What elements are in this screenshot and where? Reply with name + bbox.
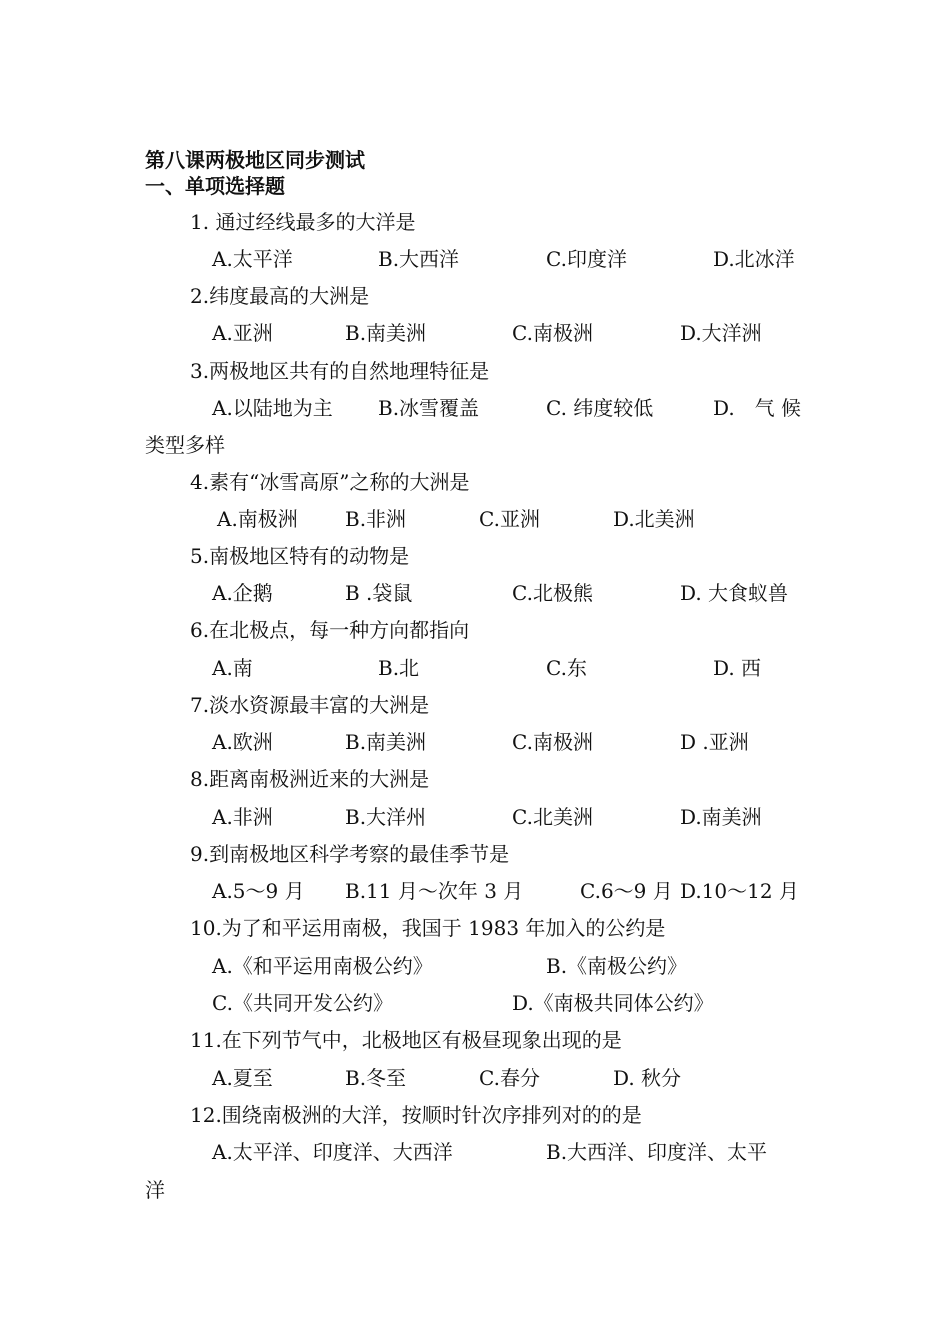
question-7-option-c: C.南极洲 — [512, 730, 593, 754]
question-8-option-d: D.南美洲 — [680, 805, 762, 829]
question-5-option-a: A.企鹅 — [212, 581, 273, 605]
question-10-option-b: B.《南极公约》 — [546, 954, 688, 978]
question-7-option-a: A.欧洲 — [212, 730, 273, 754]
question-3-continuation: 类型多样 — [145, 433, 225, 457]
question-4-option-c: C.亚洲 — [479, 507, 540, 531]
question-3-stem: 3.两极地区共有的自然地理特征是 — [190, 359, 490, 383]
question-2-stem: 2.纬度最高的大洲是 — [190, 284, 370, 308]
question-2-option-c: C.南极洲 — [512, 321, 593, 345]
question-11-option-c: C.春分 — [479, 1066, 540, 1090]
question-6-option-c: C.东 — [546, 656, 587, 680]
question-9-option-d: D.10～12 月 — [680, 879, 799, 903]
question-6-stem: 6.在北极点，每一种方向都指向 — [190, 618, 470, 642]
question-8-option-b: B.大洋州 — [345, 805, 427, 829]
section-heading: 一、单项选择题 — [145, 174, 285, 198]
question-4-option-d: D.北美洲 — [613, 507, 695, 531]
question-11-option-a: A.夏至 — [212, 1066, 273, 1090]
question-3-option-d: D. 气 候 — [713, 396, 802, 420]
question-2-option-d: D.大洋洲 — [680, 321, 762, 345]
question-4-stem: 4.素有“冰雪高原”之称的大洲是 — [190, 470, 470, 494]
question-3-option-b: B.冰雪覆盖 — [378, 396, 480, 420]
question-11-option-b: B.冬至 — [345, 1066, 407, 1090]
question-8-option-c: C.北美洲 — [512, 805, 593, 829]
question-6-option-b: B.北 — [378, 656, 420, 680]
question-11-option-d: D. 秋分 — [613, 1066, 682, 1090]
question-5-option-d: D. 大食蚁兽 — [680, 581, 789, 605]
question-1-option-b: B.大西洋 — [378, 247, 460, 271]
question-3-option-a: A.以陆地为主 — [212, 396, 333, 420]
question-1-option-a: A.太平洋 — [212, 247, 293, 271]
question-5-stem: 5.南极地区特有的动物是 — [190, 544, 410, 568]
question-10-option-a: A.《和平运用南极公约》 — [212, 954, 433, 978]
question-5-option-b: B .袋鼠 — [345, 581, 413, 605]
question-6-option-d: D. 西 — [713, 656, 762, 680]
question-4-option-b: B.非洲 — [345, 507, 407, 531]
question-7-option-d: D .亚洲 — [680, 730, 749, 754]
question-2-option-a: A.亚洲 — [212, 321, 273, 345]
question-8-stem: 8.距离南极洲近来的大洲是 — [190, 767, 430, 791]
question-10-option-c: C.《共同开发公约》 — [212, 991, 393, 1015]
question-12-option-a: A.太平洋、印度洋、大西洋 — [212, 1140, 453, 1164]
question-7-stem: 7.淡水资源最丰富的大洲是 — [190, 693, 430, 717]
question-8-option-a: A.非洲 — [212, 805, 273, 829]
question-1-option-c: C.印度洋 — [546, 247, 627, 271]
question-12-continuation: 洋 — [145, 1178, 165, 1202]
question-9-option-c: C.6～9 月 — [580, 879, 673, 903]
question-11-stem: 11.在下列节气中，北极地区有极昼现象出现的是 — [190, 1028, 622, 1052]
question-4-option-a: A.南极洲 — [217, 507, 298, 531]
question-12-option-b: B.大西洋、印度洋、太平 — [546, 1140, 768, 1164]
question-10-option-d: D.《南极共同体公约》 — [512, 991, 714, 1015]
question-12-stem: 12.围绕南极洲的大洋，按顺时针次序排列对的的是 — [190, 1103, 642, 1127]
question-7-option-b: B.南美洲 — [345, 730, 427, 754]
question-2-option-b: B.南美洲 — [345, 321, 427, 345]
question-5-option-c: C.北极熊 — [512, 581, 593, 605]
document-title: 第八课两极地区同步测试 — [145, 148, 365, 172]
question-1-option-d: D.北冰洋 — [713, 247, 795, 271]
question-6-option-a: A.南 — [212, 656, 253, 680]
question-9-option-b: B.11 月～次年 3 月 — [345, 879, 524, 903]
question-1-stem: 1. 通过经线最多的大洋是 — [190, 210, 416, 234]
question-9-option-a: A.5～9 月 — [212, 879, 305, 903]
question-3-option-c: C. 纬度较低 — [546, 396, 654, 420]
question-10-stem: 10.为了和平运用南极，我国于 1983 年加入的公约是 — [190, 916, 666, 940]
question-9-stem: 9.到南极地区科学考察的最佳季节是 — [190, 842, 510, 866]
